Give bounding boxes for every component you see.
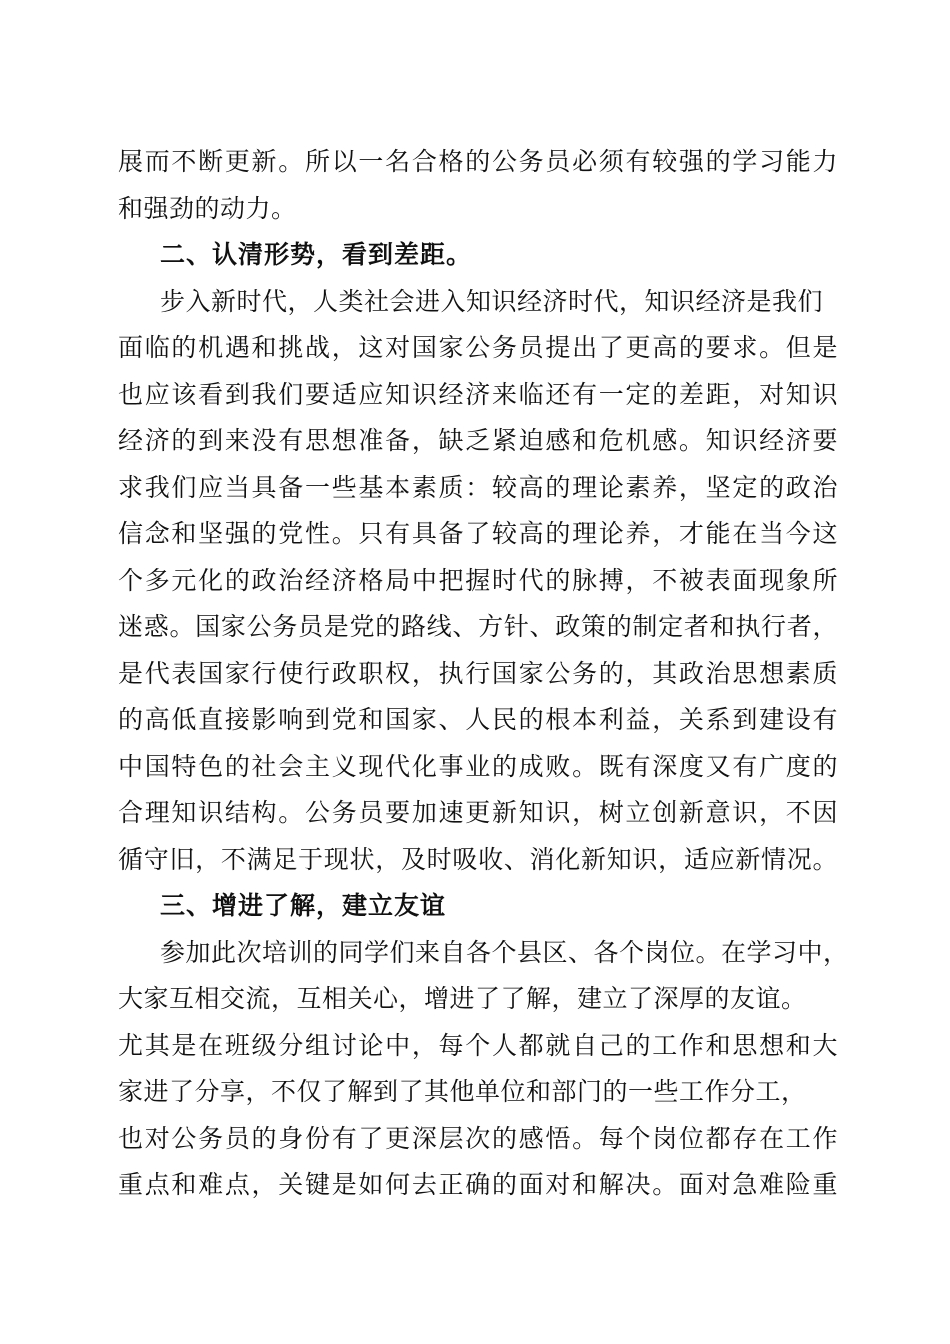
body-text-line: 求我们应当具备一些基本素质：较高的理论素养，坚定的政治: [118, 473, 838, 502]
body-text-line: 合理知识结构。公务员要加速更新知识，树立创新意识，不因: [118, 798, 838, 827]
body-text-line: 的高低直接影响到党和国家、人民的根本利益，关系到建设有: [118, 705, 838, 734]
body-text-line: 步入新时代，人类社会进入知识经济时代，知识经济是我们: [160, 287, 824, 316]
section-heading-2: 二、认清形势，看到差距。: [160, 240, 473, 269]
body-text-line: 也对公务员的身份有了更深层次的感悟。每个岗位都存在工作: [118, 1124, 838, 1153]
body-text-line: 家进了分享，不仅了解到了其他单位和部门的一些工作分工，: [118, 1077, 807, 1106]
body-text-line: 展而不断更新。所以一名合格的公务员必须有较强的学习能力: [118, 147, 838, 176]
body-text-line: 和强劲的动力。: [118, 194, 297, 223]
body-text-line: 重点和难点，关键是如何去正确的面对和解决。面对急难险重: [118, 1170, 838, 1199]
body-text-line: 大家互相交流，互相关心，增进了了解，建立了深厚的友谊。: [118, 984, 807, 1013]
body-text-line: 经济的到来没有思想准备，缺乏紧迫感和危机感。知识经济要: [118, 426, 838, 455]
body-text-line: 面临的机遇和挑战，这对国家公务员提出了更高的要求。但是: [118, 333, 838, 362]
body-text-line: 中国特色的社会主义现代化事业的成败。既有深度又有广度的: [118, 752, 838, 781]
body-text-line: 信念和坚强的党性。只有具备了较高的理论养，才能在当今这: [118, 519, 838, 548]
body-text-line: 是代表国家行使行政职权，执行国家公务的，其政治思想素质: [118, 659, 838, 688]
body-text-line: 循守旧，不满足于现状，及时吸收、消化新知识，适应新情况。: [118, 845, 838, 874]
body-text-line: 个多元化的政治经济格局中把握时代的脉搏，不被表面现象所: [118, 566, 838, 595]
body-text-line: 也应该看到我们要适应知识经济来临还有一定的差距，对知识: [118, 380, 838, 409]
body-text-line: 迷惑。国家公务员是党的路线、方针、政策的制定者和执行者，: [118, 612, 838, 641]
section-heading-3: 三、增进了解，建立友谊: [160, 891, 447, 920]
body-text-line: 尤其是在班级分组讨论中，每个人都就自己的工作和思想和大: [118, 1031, 838, 1060]
body-text-line: 参加此次培训的同学们来自各个县区、各个岗位。在学习中，: [160, 938, 849, 967]
